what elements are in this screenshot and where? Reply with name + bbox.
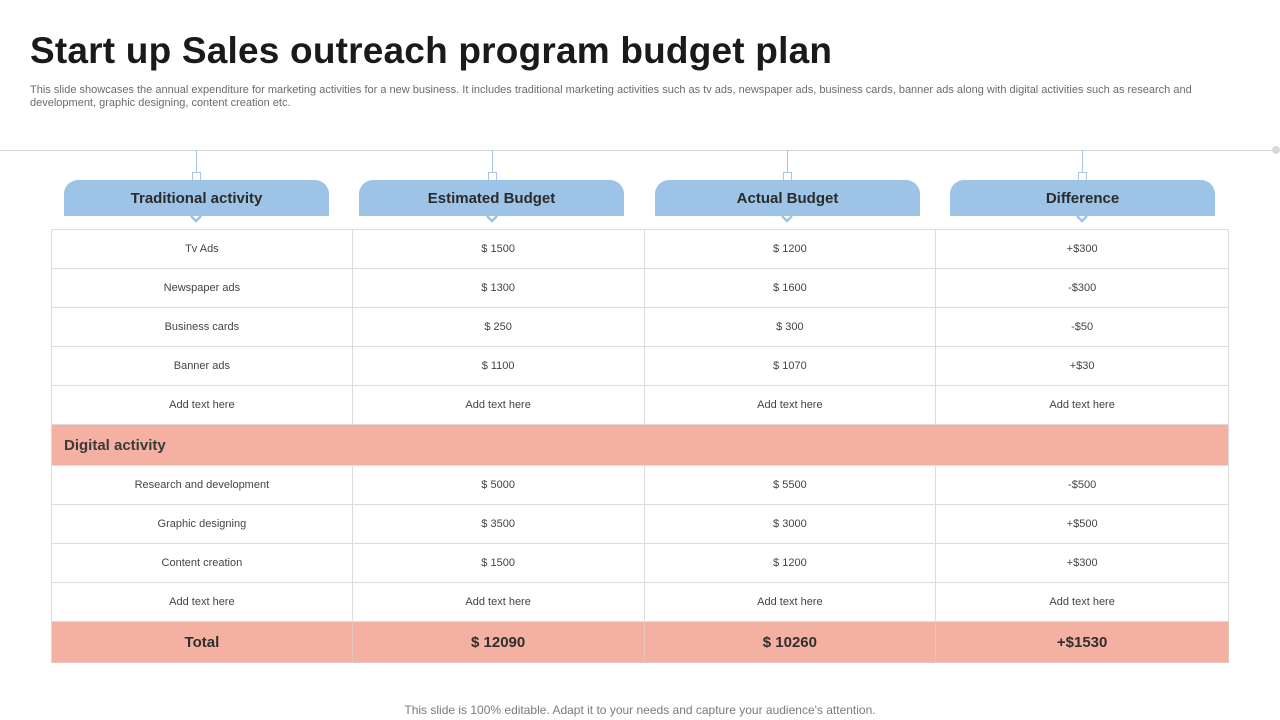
total-difference: +$1530 [936, 622, 1229, 663]
table-cell: Content creation [52, 544, 353, 583]
chevron-down-icon [486, 214, 498, 224]
table-cell: Add text here [936, 386, 1229, 425]
table-cell: Add text here [353, 386, 645, 425]
table-cell: $ 5000 [353, 466, 645, 505]
table-row [52, 230, 1229, 269]
table-cell: $ 1500 [353, 544, 645, 583]
table-row [52, 544, 1229, 583]
chevron-down-icon [781, 214, 793, 224]
connector-stem [492, 150, 493, 174]
table-cell: $ 1300 [353, 269, 645, 308]
table-cell: $ 300 [645, 308, 937, 347]
table-cell: Banner ads [52, 347, 353, 386]
connector-stem [196, 150, 197, 174]
total-row [52, 622, 1229, 663]
table-cell: Add text here [52, 583, 353, 622]
table-cell: $ 3500 [353, 505, 645, 544]
table-cell: -$50 [936, 308, 1229, 347]
table-cell: Add text here [52, 386, 353, 425]
table-cell: $ 1070 [645, 347, 937, 386]
table-cell: $ 1500 [353, 230, 645, 269]
table-cell: Add text here [645, 583, 937, 622]
total-label: Total [52, 622, 353, 663]
total-estimated-budget: $ 12090 [353, 622, 645, 663]
table-row [52, 583, 1229, 622]
budget-table [51, 229, 1229, 663]
table-cell: -$500 [936, 466, 1229, 505]
table-cell: Tv Ads [52, 230, 353, 269]
connector-stem [787, 150, 788, 174]
table-cell: Business cards [52, 308, 353, 347]
divider-end-dot [1272, 146, 1280, 154]
table-cell: -$300 [936, 269, 1229, 308]
table-row [52, 269, 1229, 308]
table-cell: +$30 [936, 347, 1229, 386]
table-cell: $ 1200 [645, 544, 937, 583]
column-header-difference: Difference [950, 180, 1215, 216]
table-cell: +$300 [936, 544, 1229, 583]
column-header-estimated-budget: Estimated Budget [359, 180, 624, 216]
footer-note: This slide is 100% editable. Adapt it to your needs and capture your audience's attention. [404, 703, 876, 717]
table-cell: $ 3000 [645, 505, 937, 544]
table-row [52, 466, 1229, 505]
table-row [52, 308, 1229, 347]
table-cell: Graphic designing [52, 505, 353, 544]
connector-stem [1082, 150, 1083, 174]
table-cell: Add text here [353, 583, 645, 622]
chevron-down-icon [190, 214, 202, 224]
table-cell: Research and development [52, 466, 353, 505]
table-cell: Newspaper ads [52, 269, 353, 308]
page-subtitle: This slide showcases the annual expenditure for marketing activities for a new business. It includes traditional marketing activities such as tv ads, newspaper ads, business cards, banner ads along with digital activities such as research and development, graphic designing, content creation etc. [30, 84, 1192, 109]
table-cell: $ 1200 [645, 230, 937, 269]
table-cell: $ 1100 [353, 347, 645, 386]
table-cell: Add text here [645, 386, 937, 425]
table-cell: $ 250 [353, 308, 645, 347]
table-cell: +$500 [936, 505, 1229, 544]
table-row [52, 505, 1229, 544]
table-cell: $ 1600 [645, 269, 937, 308]
section-header-digital-activity: Digital activity [52, 425, 1229, 466]
table-cell: Add text here [936, 583, 1229, 622]
column-header-traditional-activity: Traditional activity [64, 180, 329, 216]
table-cell: $ 5500 [645, 466, 937, 505]
page-title: Start up Sales outreach program budget plan [30, 30, 833, 71]
chevron-down-icon [1076, 214, 1088, 224]
total-actual-budget: $ 10260 [645, 622, 937, 663]
column-header-actual-budget: Actual Budget [655, 180, 920, 216]
table-cell: +$300 [936, 230, 1229, 269]
table-row [52, 347, 1229, 386]
table-row [52, 386, 1229, 425]
